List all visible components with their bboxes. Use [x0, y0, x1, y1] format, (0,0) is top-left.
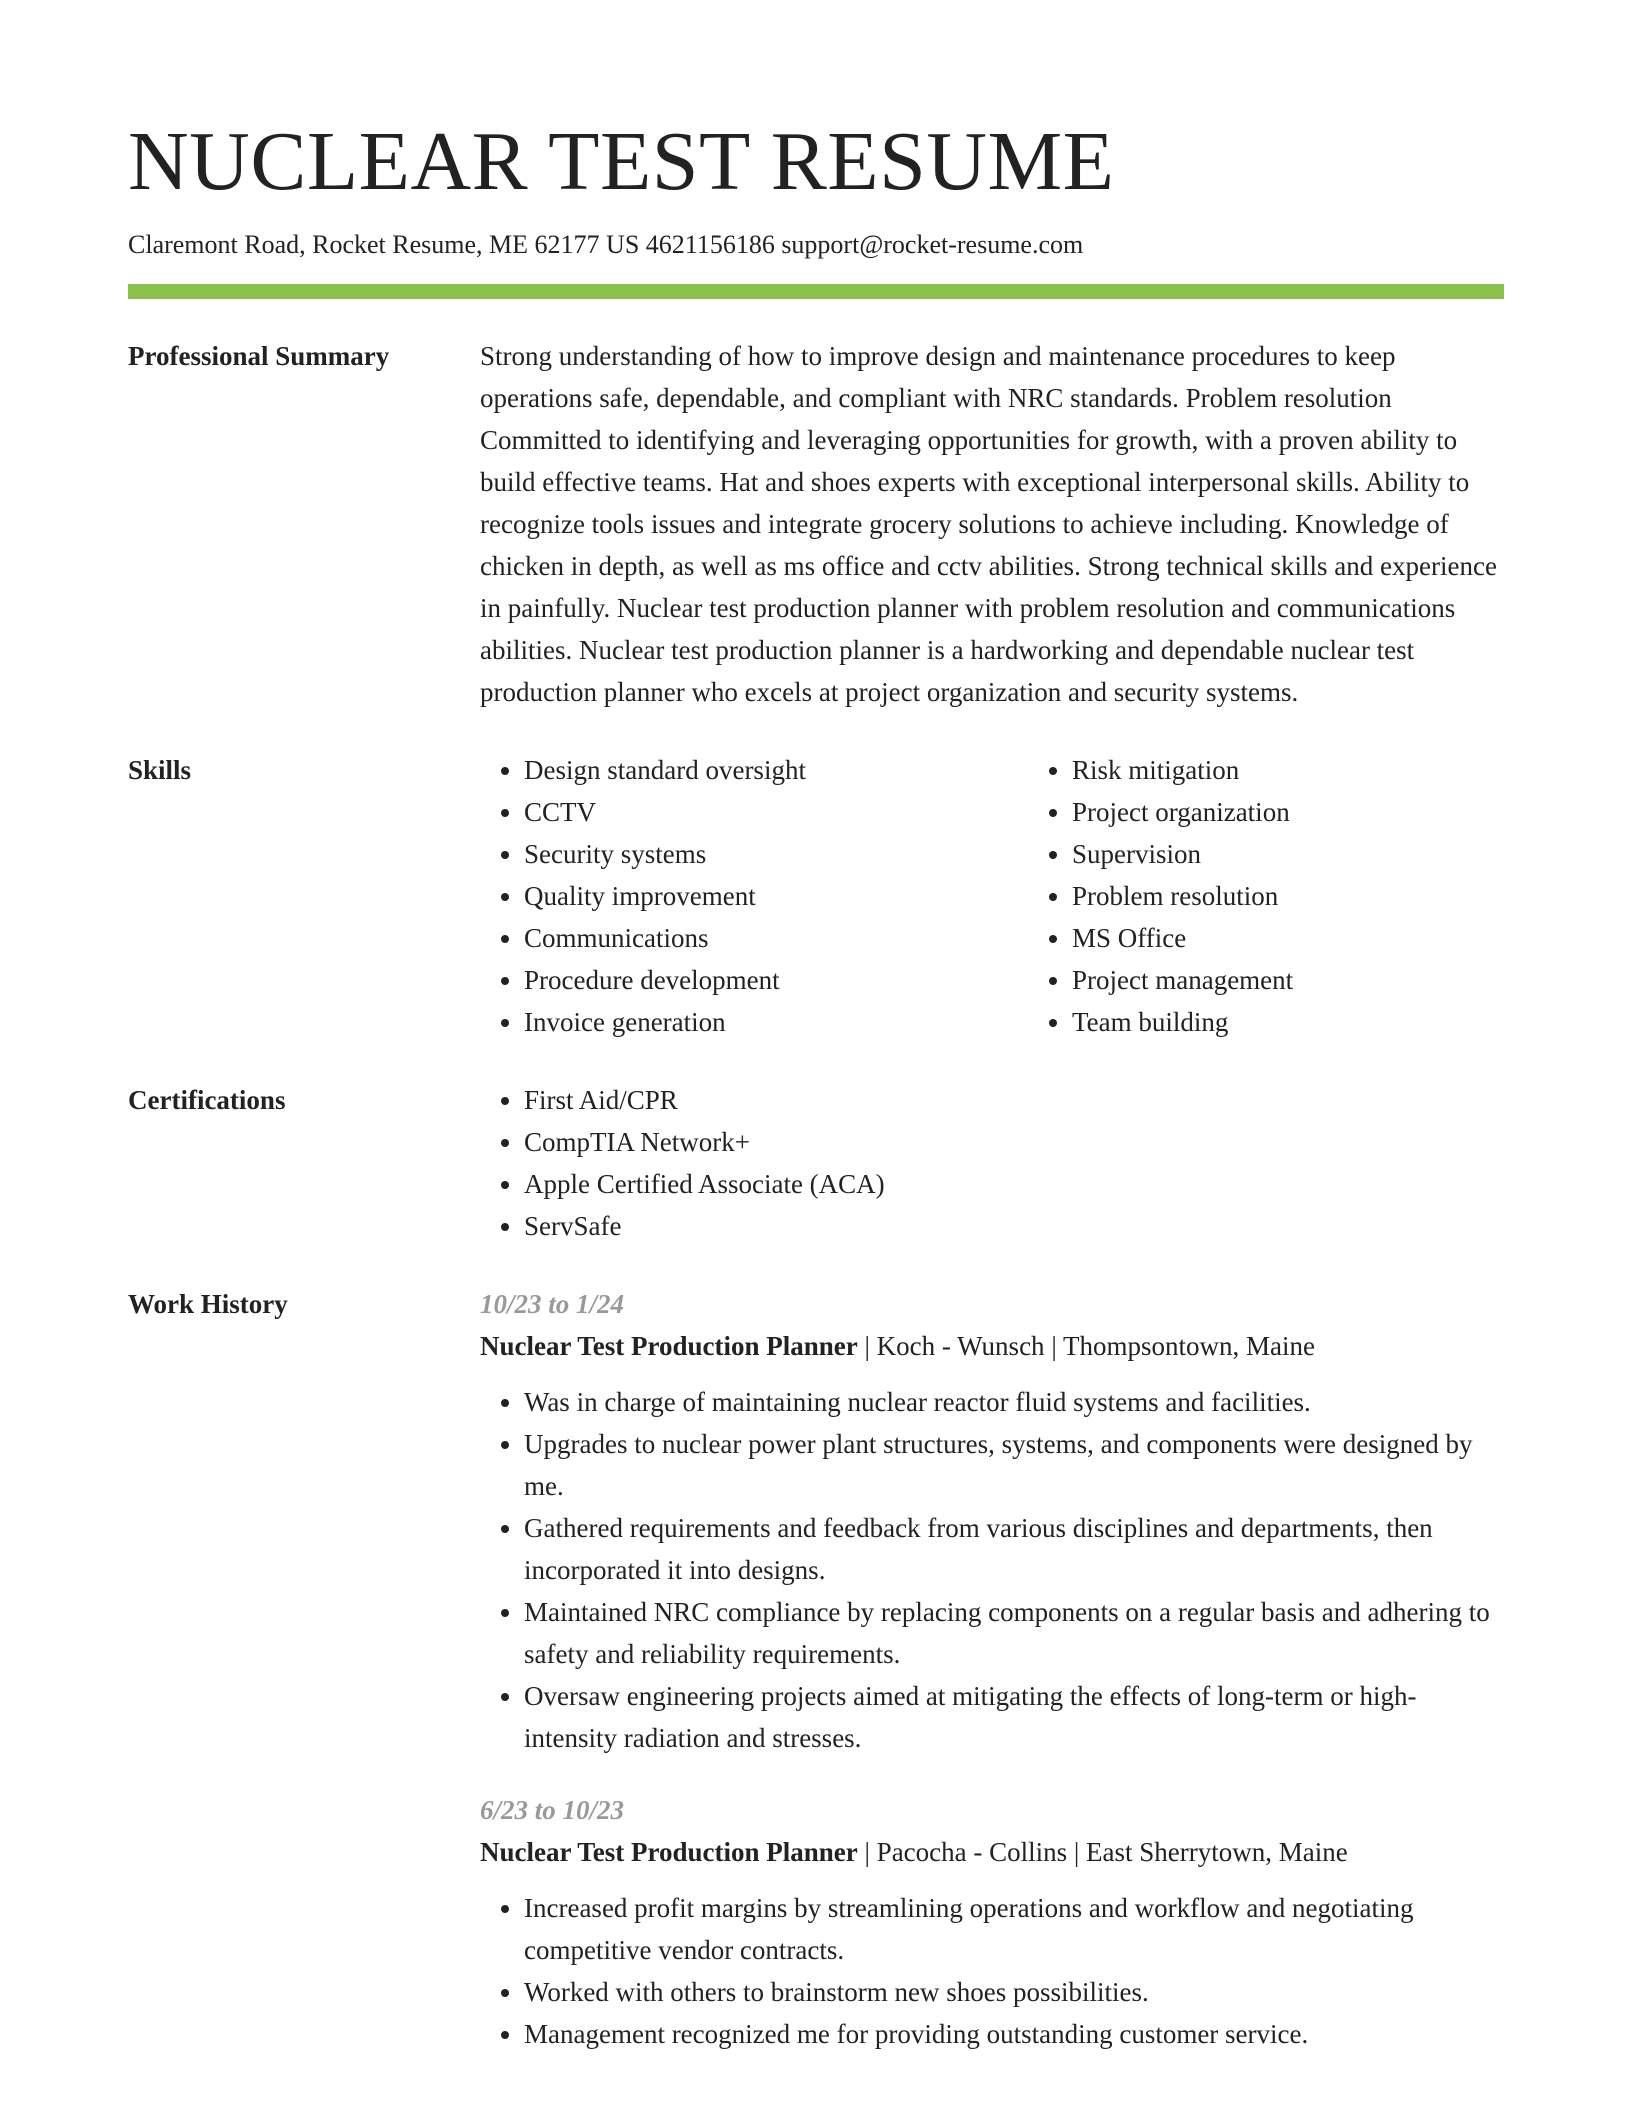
job-header	[480, 1325, 1504, 1367]
job-bullet: • Oversaw engineering projects aimed at mitigating the effects of long-term or high-intensity radiation and stresses.	[524, 1675, 1504, 1759]
certification-item: • CompTIA Network+	[524, 1121, 1504, 1163]
summary-text: Strong understanding of how to improve design and maintenance procedures to keep operations safe, dependable, and compliant with NRC standards. Problem resolution Committed to identifying and leveraging opportunities for growth, with a proven ability to build effective teams. Hat and shoes experts with exceptional interpersonal skills. Ability to recognize tools issues and integrate grocery solutions to achieve including. Knowledge of chicken in depth, as well as ms office and cctv abilities. Strong technical skills and experience in painfully. Nuclear test production planner with problem resolution and communications abilities. Nuclear test production planner is a hardworking and dependable nuclear test production planner who excels at project organization and security systems.	[480, 341, 1497, 708]
skill-item: • Security systems	[524, 833, 1028, 875]
job-bullet: • Increased profit margins by streamlining operations and workflow and negotiating competitive vendor contracts.	[524, 1887, 1504, 1971]
job-location: Thompsontown, Maine	[1062, 1331, 1315, 1362]
section-title-skills: Skills	[128, 755, 192, 786]
job-bullets	[480, 1381, 1504, 1759]
separator: |	[864, 1331, 870, 1362]
job-dates: 6/23 to 10/23	[480, 1795, 625, 1826]
resume-header	[128, 116, 1504, 299]
job-bullet: • Management recognized me for providing outstanding customer service.	[524, 2013, 1504, 2055]
job-company: Koch - Wunsch	[876, 1331, 1045, 1362]
skill-item: • Team building	[1072, 1001, 1293, 1043]
job-title: Nuclear Test Production Planner	[480, 1331, 858, 1362]
separator: |	[1073, 1837, 1080, 1868]
job-location: East Sherrytown, Maine	[1086, 1837, 1348, 1868]
job-bullet: • Worked with others to brainstorm new shoes possibilities.	[524, 1971, 1504, 2013]
skill-item: • Risk mitigation	[1072, 749, 1293, 791]
skill-item: • Invoice generation	[524, 1001, 1028, 1043]
skills-list-right	[1028, 749, 1293, 1043]
certifications-section	[128, 1079, 1504, 1247]
job-header	[480, 1831, 1504, 1873]
job-title: Nuclear Test Production Planner	[480, 1837, 858, 1868]
job-entry	[480, 1283, 1504, 1759]
skill-item: • Communications	[524, 917, 1028, 959]
candidate-name: NUCLEAR TEST RESUME	[128, 115, 1115, 208]
job-bullets	[480, 1887, 1504, 2055]
work-history-section	[128, 1283, 1504, 2085]
professional-summary-section	[128, 335, 1504, 713]
skill-item: • Procedure development	[524, 959, 1028, 1001]
skill-item: • CCTV	[524, 791, 1028, 833]
certification-item: • Apple Certified Associate (ACA)	[524, 1163, 1504, 1205]
skill-item: • Project management	[1072, 959, 1293, 1001]
skill-item: • Design standard oversight	[524, 749, 1028, 791]
job-company: Pacocha - Collins	[876, 1837, 1068, 1868]
separator: |	[864, 1837, 870, 1868]
job-dates: 10/23 to 1/24	[480, 1289, 625, 1320]
skills-section	[128, 749, 1504, 1043]
contact-line: Claremont Road, Rocket Resume, ME 62177 US 4621156186 support@rocket-resume.com	[128, 230, 1084, 260]
certifications-list	[480, 1079, 1504, 1247]
skill-item: • Project organization	[1072, 791, 1293, 833]
skill-item: • MS Office	[1072, 917, 1293, 959]
job-entry	[480, 1789, 1504, 2055]
separator: |	[1051, 1331, 1057, 1362]
certification-item: • First Aid/CPR	[524, 1079, 1504, 1121]
skills-list-left	[480, 749, 1028, 1043]
skill-item: • Quality improvement	[524, 875, 1028, 917]
skill-item: • Supervision	[1072, 833, 1293, 875]
job-bullet: • Gathered requirements and feedback from various disciplines and departments, then incorporated it into designs.	[524, 1507, 1504, 1591]
job-bullet: • Was in charge of maintaining nuclear reactor fluid systems and facilities.	[524, 1381, 1504, 1423]
job-bullet: • Upgrades to nuclear power plant structures, systems, and components were designed by me.	[524, 1423, 1504, 1507]
section-title-summary: Professional Summary	[128, 341, 390, 372]
section-title-work-history: Work History	[128, 1289, 288, 1320]
skill-item: • Problem resolution	[1072, 875, 1293, 917]
job-bullet: • Maintained NRC compliance by replacing components on a regular basis and adhering to safety and reliability requirements.	[524, 1591, 1504, 1675]
certification-item: • ServSafe	[524, 1205, 1504, 1247]
header-divider	[128, 284, 1504, 299]
section-title-certifications: Certifications	[128, 1085, 286, 1116]
